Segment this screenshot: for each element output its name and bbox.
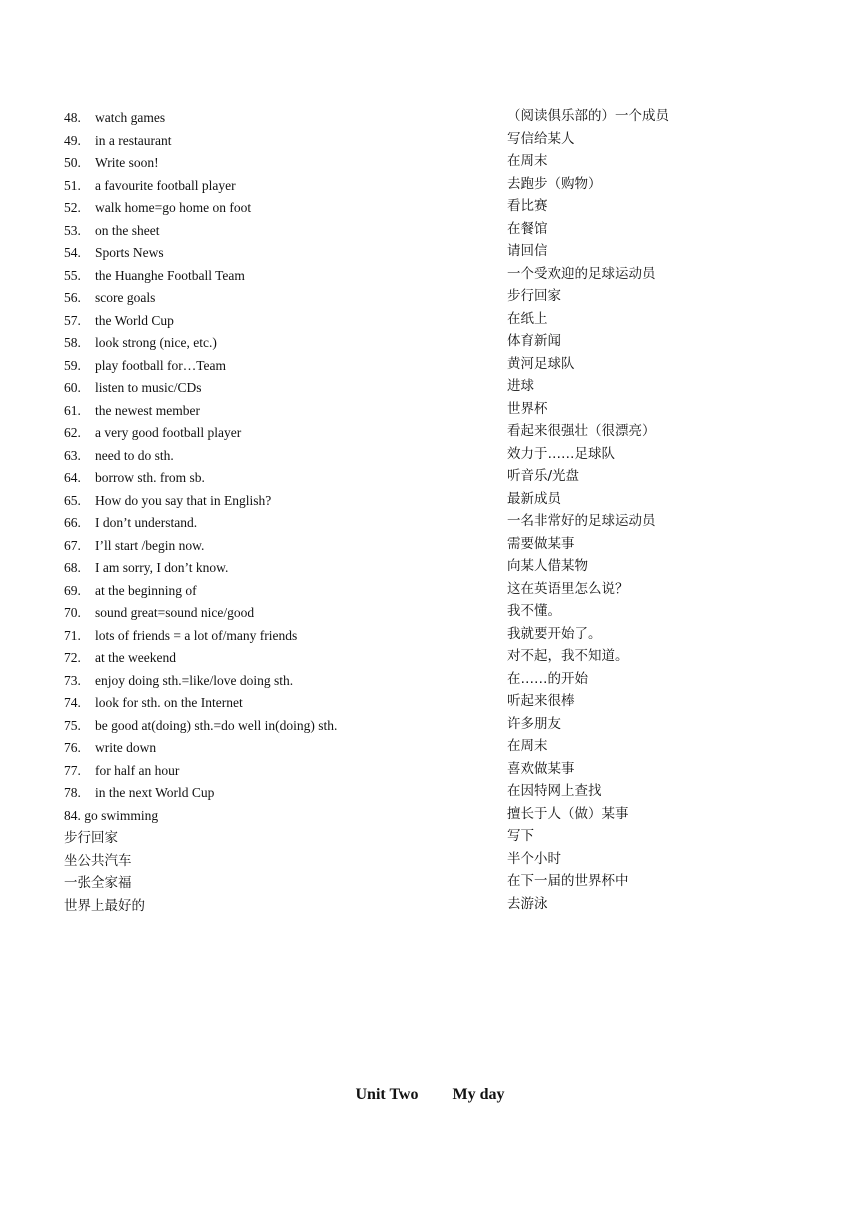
translation-row: 世界杯: [507, 400, 548, 417]
phrase-text: the newest member: [95, 402, 200, 418]
translation-row: 半个小时: [507, 850, 561, 867]
phrase-row: [64, 512, 484, 535]
translation-row: 请回信: [507, 243, 548, 259]
translation-row: 一名非常好的足球运动员: [507, 513, 656, 529]
unit-label: Unit Two: [355, 1086, 419, 1103]
phrase-row: [64, 287, 484, 310]
phrase-row: [64, 782, 484, 805]
phrase-text: play football for…Team: [95, 357, 227, 373]
phrase-row: [64, 760, 484, 783]
phrase-number: 70.: [64, 605, 81, 620]
phrase-text: the Huanghe Football Team: [95, 267, 245, 283]
phrase-row: [64, 400, 484, 423]
phrase-row: [64, 535, 484, 558]
unit-title: [0, 1086, 860, 1104]
phrase-text: for half an hour: [95, 762, 180, 778]
phrase-row: [64, 377, 484, 400]
translation-row: 我就要开始了。: [507, 625, 602, 642]
phrase-row: [64, 625, 484, 648]
phrase-text: lots of friends = a lot of/many friends: [95, 627, 298, 643]
translation-row: 在……的开始: [507, 670, 588, 687]
phrase-number: 62.: [64, 425, 81, 440]
phrase-number: 54.: [64, 245, 81, 260]
english-phrase-column: [64, 107, 484, 917]
phrase-text: in a restaurant: [95, 132, 172, 148]
phrase-row: [64, 490, 484, 513]
phrase-number: 50.: [64, 155, 81, 170]
phrase-number: 64.: [64, 470, 81, 485]
phrase-row: [64, 220, 484, 243]
translation-row: 喜欢做某事: [507, 760, 575, 777]
translation-row: 去游泳: [507, 895, 548, 912]
phrase-number: 68.: [64, 560, 81, 575]
extra-phrase-row: 坐公共汽车: [64, 852, 132, 869]
phrase-text: Sports News: [95, 245, 164, 260]
phrase-text: a favourite football player: [95, 177, 236, 193]
phrase-number: 65.: [64, 492, 81, 508]
phrase-text: a very good football player: [95, 425, 242, 440]
phrase-row: [64, 422, 484, 445]
phrase-text: listen to music/CDs: [95, 380, 202, 395]
phrase-text: I don’t understand.: [95, 515, 198, 530]
phrase-row: [64, 557, 484, 580]
phrase-text: in the next World Cup: [95, 785, 215, 800]
phrase-number: 71.: [64, 627, 81, 643]
translation-row: 效力于……足球队: [507, 445, 615, 462]
phrase-row: [64, 197, 484, 220]
phrase-row: [64, 107, 484, 130]
translation-row: 写信给某人: [507, 130, 575, 147]
translation-row: 步行回家: [507, 288, 561, 304]
phrase-text: watch games: [95, 110, 166, 125]
translation-row: 在因特网上查找: [507, 783, 602, 799]
phrase-number: 75.: [64, 717, 81, 733]
translation-row: 写下: [507, 828, 534, 844]
phrase-number: 57.: [64, 312, 81, 328]
phrase-number: 67.: [64, 537, 81, 553]
phrase-text: look strong (nice, etc.): [95, 335, 217, 350]
phrase-text: walk home=go home on foot: [95, 200, 252, 215]
phrase-number: 56.: [64, 290, 81, 305]
translation-row: 听音乐/光盘: [507, 468, 580, 484]
phrase-text: Write soon!: [95, 155, 159, 170]
translation-row: （阅读俱乐部的）一个成员: [507, 108, 669, 124]
translation-row: 听起来很棒: [507, 693, 575, 709]
phrase-row: [64, 647, 484, 670]
phrase-row: [64, 692, 484, 715]
phrase-text: look for sth. on the Internet: [95, 695, 243, 710]
phrase-text: borrow sth. from sb.: [95, 470, 205, 485]
translation-row: 我不懂。: [507, 603, 561, 619]
phrase-row: [64, 175, 484, 198]
phrase-text: enjoy doing sth.=like/love doing sth.: [95, 672, 294, 688]
phrase-text: write down: [95, 740, 157, 755]
phrase-number: 59.: [64, 357, 81, 373]
phrase-number: 66.: [64, 515, 81, 530]
phrase-row: [64, 737, 484, 760]
phrase-row: [64, 580, 484, 603]
phrase-text: score goals: [95, 290, 156, 305]
phrase-text: at the weekend: [95, 650, 176, 665]
phrase-row: [64, 355, 484, 378]
translation-row: 在下一届的世界杯中: [507, 873, 629, 889]
phrase-row: [64, 332, 484, 355]
phrase-row: [64, 242, 484, 265]
translation-row: 这在英语里怎么说？: [507, 580, 629, 597]
translation-row: 在周末: [507, 738, 548, 754]
phrase-row: [64, 445, 484, 468]
translation-row: 最新成员: [507, 490, 561, 507]
phrase-number: 53.: [64, 222, 81, 238]
translation-row: 在纸上: [507, 310, 548, 327]
translation-row: 擅长于人（做）某事: [507, 805, 629, 822]
translation-row: 黄河足球队: [507, 355, 575, 372]
phrase-text: sound great=sound nice/good: [95, 605, 255, 620]
phrase-text: How do you say that in English?: [95, 492, 272, 508]
phrase-number: 73.: [64, 672, 81, 688]
phrase-number: 58.: [64, 335, 81, 350]
phrase-number: 51.: [64, 177, 81, 193]
chinese-translation-column: [507, 105, 807, 915]
phrase-text: be good at(doing) sth.=do well in(doing) sth.: [95, 717, 338, 733]
translation-row: 许多朋友: [507, 715, 561, 732]
phrase-row: [64, 130, 484, 153]
phrase-text: need to do sth.: [95, 447, 174, 463]
phrase-row: [64, 715, 484, 738]
phrase-number: 69.: [64, 582, 81, 598]
phrase-number: 72.: [64, 650, 81, 665]
phrase-text: at the beginning of: [95, 582, 197, 598]
translation-row: 在餐馆: [507, 220, 548, 237]
phrase-row: [64, 310, 484, 333]
extra-phrase-row: 世界上最好的: [64, 897, 145, 914]
phrase-number: 78.: [64, 785, 81, 800]
translation-row: 看比赛: [507, 198, 548, 214]
translation-row: 看起来很强壮（很漂亮）: [507, 423, 656, 439]
translation-row: 一个受欢迎的足球运动员: [507, 265, 656, 282]
phrase-number: 55.: [64, 267, 81, 283]
phrase-number: 60.: [64, 380, 81, 395]
phrase-number: 76.: [64, 740, 81, 755]
phrase-number: 77.: [64, 762, 81, 778]
phrase-number: 52.: [64, 200, 81, 215]
phrase-number: 63.: [64, 447, 81, 463]
phrase-text: I am sorry, I don’t know.: [95, 560, 229, 575]
phrase-row: [64, 265, 484, 288]
translation-row: 向某人借某物: [507, 558, 588, 574]
phrase-row: [64, 670, 484, 693]
phrase-text: on the sheet: [95, 222, 160, 238]
extra-phrase-row: 一张全家福: [64, 875, 132, 891]
phrase-text: the World Cup: [95, 312, 174, 328]
phrase-row: [64, 602, 484, 625]
phrase-row: [64, 467, 484, 490]
phrase-text: I’ll start /begin now.: [95, 537, 205, 553]
extra-phrase-row: 步行回家: [64, 830, 118, 846]
phrase-row: [64, 152, 484, 175]
unit-topic: My day: [452, 1086, 505, 1103]
phrase-number: 61.: [64, 402, 81, 418]
translation-row: 进球: [507, 378, 534, 394]
phrase-number: 48.: [64, 110, 81, 125]
translation-row: 需要做某事: [507, 535, 575, 552]
translation-row: 体育新闻: [507, 333, 561, 349]
extra-phrase-row: 84. go swimming: [64, 807, 159, 823]
translation-row: 对不起，我不知道。: [507, 648, 629, 664]
phrase-number: 74.: [64, 695, 81, 710]
translation-row: 去跑步（购物）: [507, 175, 602, 192]
phrase-number: 49.: [64, 132, 81, 148]
translation-row: 在周末: [507, 153, 548, 169]
